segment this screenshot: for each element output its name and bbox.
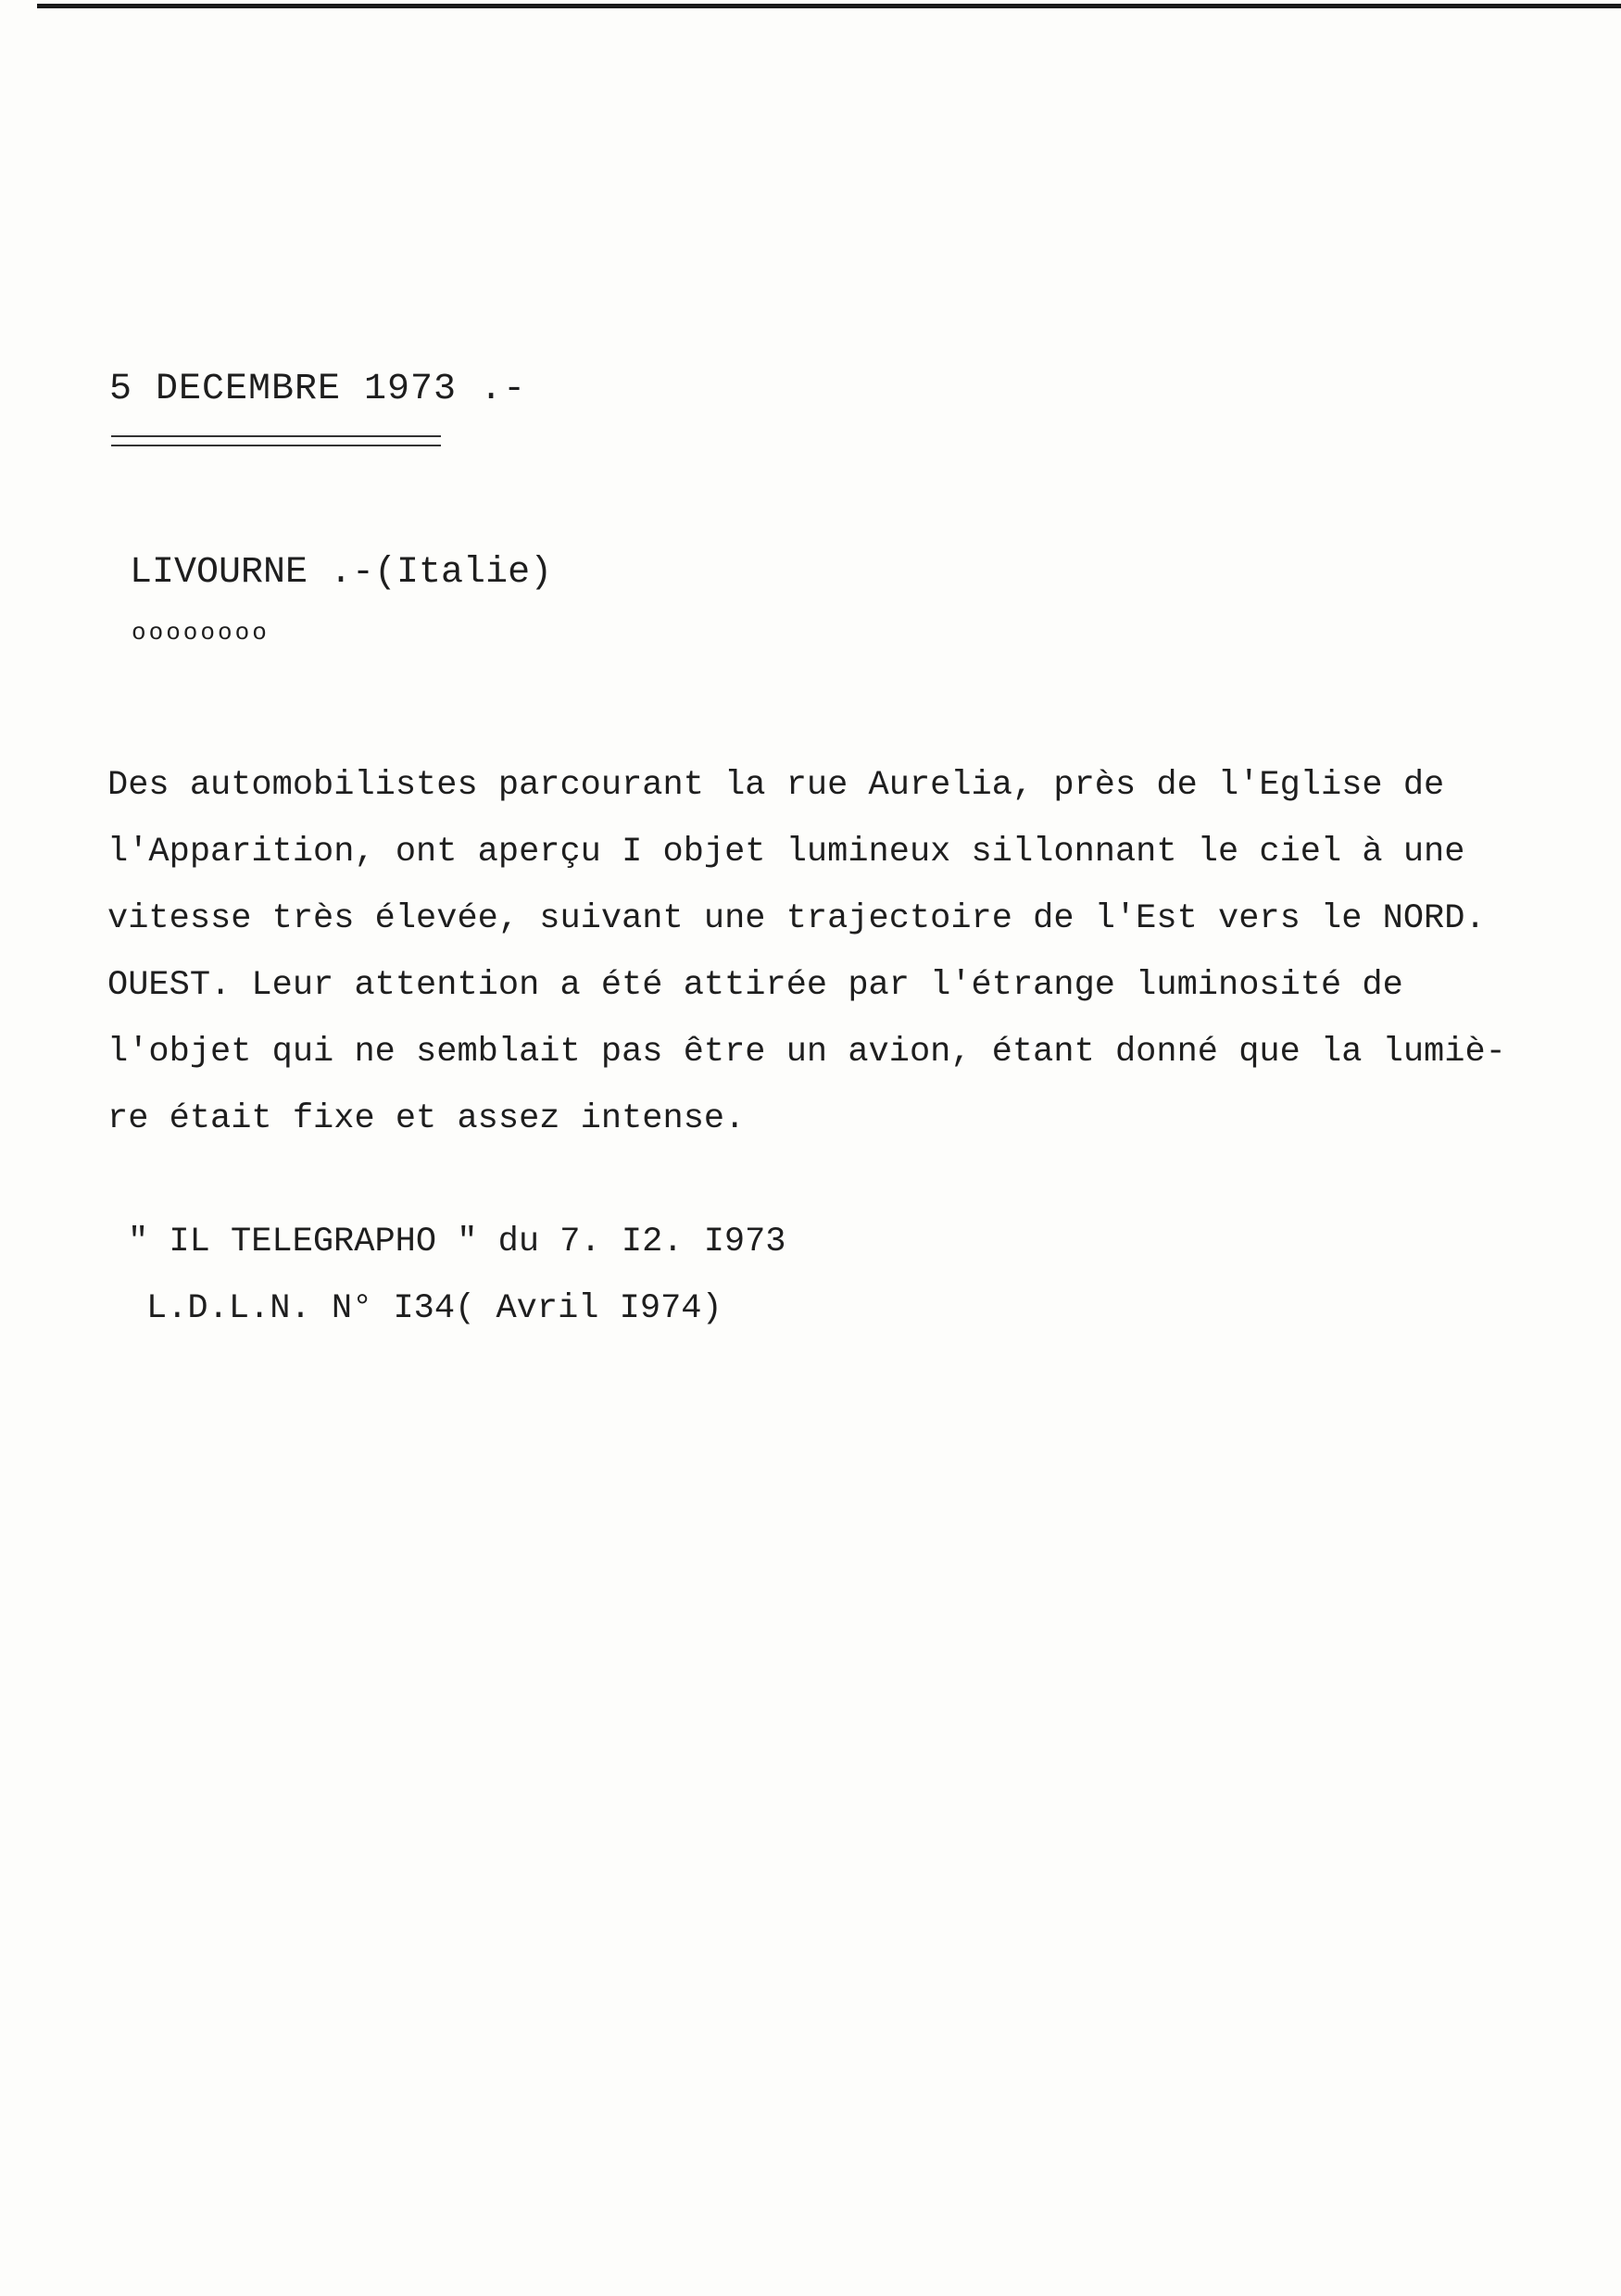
source-newspaper: " IL TELEGRAPHO " du 7. I2. I973 [128,1223,786,1261]
date-heading: 5 DECEMBRE 1973 .- [109,369,527,410]
body-line: OUEST. Leur attention a été attirée par l'étrange luminosité de [107,966,1403,1005]
date-underline [111,435,441,446]
body-line: vitesse très élevée, suivant une trajectoire de l'Est vers le NORD. [107,899,1486,938]
source-ldln: L.D.L.N. N° I34( Avril I974) [146,1289,723,1328]
body-line: l'Apparition, ont aperçu I objet lumineux sillonnant le ciel à une [107,833,1465,872]
body-line: Des automobilistes parcourant la rue Aurelia, près de l'Eglise de [107,766,1445,805]
body-line: re était fixe et assez intense. [107,1099,746,1138]
location-underline: oooooooo [132,619,270,646]
top-edge-rule [37,4,1621,8]
location-heading: LIVOURNE .-(Italie) [130,552,553,594]
report-body [107,752,1552,1152]
body-line: l'objet qui ne semblait pas être un avion, étant donné que la lumiè- [107,1033,1506,1072]
